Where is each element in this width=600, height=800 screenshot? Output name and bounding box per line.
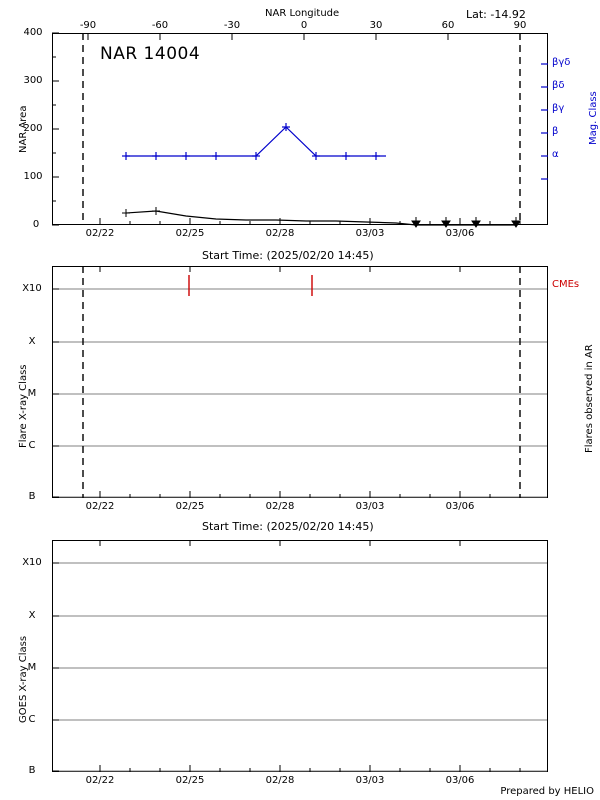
nar-area-y-axis-title: NAR Area	[18, 105, 29, 153]
mag-tick-bd: βδ	[552, 80, 565, 91]
nar-area-svg	[0, 0, 600, 250]
x-tick-1: 02/22	[85, 228, 115, 239]
y-tick-200: 200	[23, 123, 43, 134]
flare-y-tick-b: B	[28, 491, 36, 502]
nar-area-panel	[0, 0, 600, 262]
goes-xray-class-panel	[0, 525, 600, 800]
flare-svg	[0, 258, 600, 523]
x-tick-4: 03/03	[355, 228, 385, 239]
nar-longitude-axis-title: NAR Longitude	[265, 8, 340, 19]
flare-xray-class-panel	[0, 258, 600, 533]
goes-x-tick-3: 02/28	[265, 775, 295, 786]
y-tick-0: 0	[32, 219, 40, 230]
goes-y-tick-m: M	[27, 662, 37, 673]
goes-y-axis-title: GOES X-ray Class	[18, 635, 29, 723]
x-tick-3: 02/28	[265, 228, 295, 239]
goes-x-tick-4: 03/03	[355, 775, 385, 786]
goes-y-tick-x10: X10	[22, 557, 42, 568]
flare-x-tick-4: 03/03	[355, 501, 385, 512]
top-x-tick-2: -60	[151, 20, 169, 31]
goes-y-tick-b: B	[28, 765, 36, 776]
cmes-label: CMEs	[552, 279, 580, 290]
mag-tick-bgd: βγδ	[552, 57, 571, 68]
goes-y-tick-c: C	[28, 714, 36, 725]
goes-svg	[0, 525, 600, 800]
x-tick-5: 03/06	[445, 228, 475, 239]
goes-y-tick-x: X	[28, 610, 36, 621]
page-title: NAR 14004	[100, 44, 201, 64]
top-x-tick-6: 60	[441, 20, 455, 31]
y-tick-300: 300	[23, 75, 43, 86]
top-x-tick-5: 30	[369, 20, 383, 31]
x-tick-2: 02/25	[175, 228, 205, 239]
y-tick-100: 100	[23, 171, 43, 182]
flares-observed-label: Flares observed in AR	[584, 344, 595, 453]
nar-area-x-axis-title: Start Time: (2025/02/20 14:45)	[202, 249, 374, 262]
flare-y-tick-c: C	[28, 440, 36, 451]
flare-x-tick-1: 02/22	[85, 501, 115, 512]
top-x-tick-7: 90	[513, 20, 527, 31]
mag-tick-bg: βγ	[552, 103, 565, 114]
mag-tick-b: β	[552, 126, 559, 137]
top-x-tick-3: -30	[223, 20, 241, 31]
prepared-by-label: Prepared by HELIO	[500, 786, 594, 797]
goes-x-tick-2: 02/25	[175, 775, 205, 786]
flare-y-axis-title: Flare X-ray Class	[18, 364, 29, 448]
goes-x-tick-1: 02/22	[85, 775, 115, 786]
flare-y-tick-x: X	[28, 336, 36, 347]
flare-y-tick-x10: X10	[22, 283, 42, 294]
top-x-tick-1: -90	[79, 20, 97, 31]
goes-x-tick-5: 03/06	[445, 775, 475, 786]
flare-x-tick-2: 02/25	[175, 501, 205, 512]
y-tick-400: 400	[23, 27, 43, 38]
flare-x-tick-5: 03/06	[445, 501, 475, 512]
flare-x-axis-title: Start Time: (2025/02/20 14:45)	[202, 520, 374, 533]
flare-y-tick-m: M	[27, 388, 37, 399]
latitude-label: Lat: -14.92	[466, 8, 526, 21]
mag-tick-a: α	[552, 149, 559, 160]
flare-x-tick-3: 02/28	[265, 501, 295, 512]
mag-class-axis-title: Mag. Class	[588, 91, 599, 145]
top-x-tick-4: 0	[300, 20, 308, 31]
